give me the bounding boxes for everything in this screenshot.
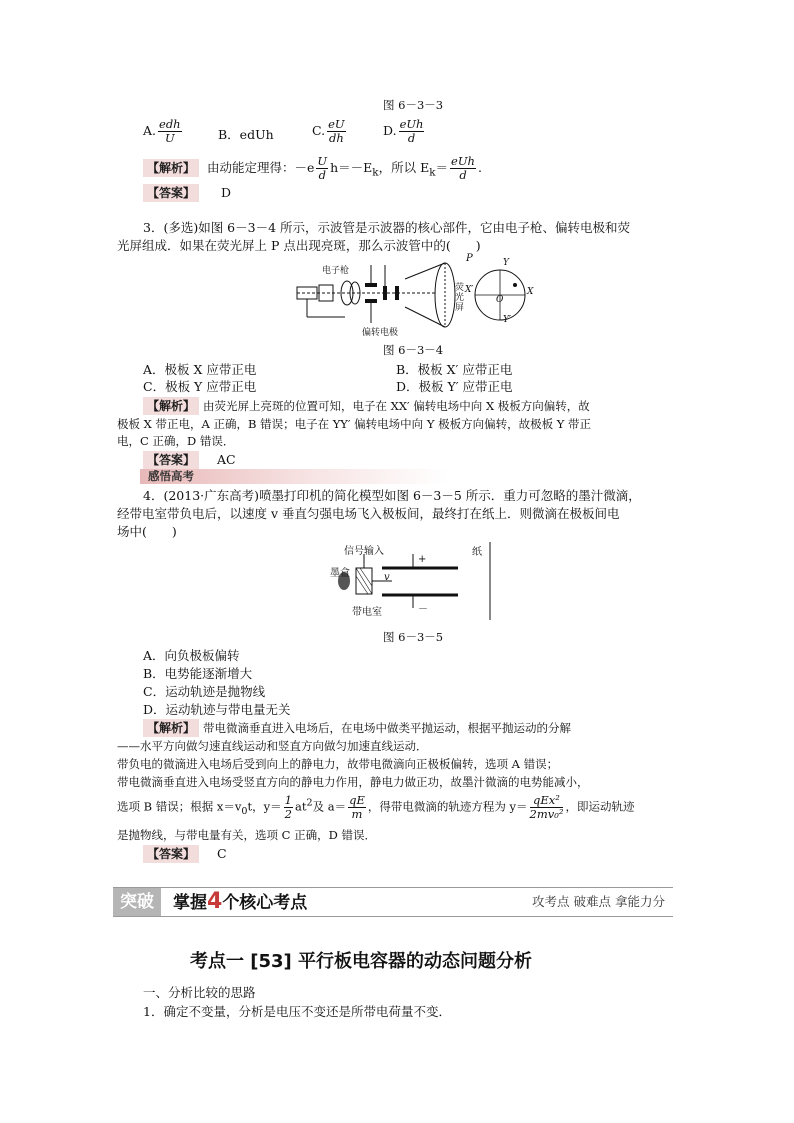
q2-option-d: D. $\frac{\text{eUh}}{d}$: [383, 117, 424, 145]
fig-label-v: v: [384, 572, 390, 583]
fig-label-plus: +: [418, 554, 427, 565]
q3-analysis-line2: 极板 X 带正电，A 正确，B 错误；电子在 YY′ 偏转电场中向 Y 极板方向偏转，故极板 Y 带正: [117, 417, 591, 431]
q2-answer: 【答案】 D: [143, 184, 231, 202]
q4-analysis-line5: 选项 B 错误；根据 $x=v_0t$，y＝ $\frac{1}{2}$ $at^2$及 a＝ $\frac{qE}{m}$ ，得带电微滴的轨迹方程为 y＝ $\frac{\text{qEx²}}{\text{2mv₀²}}$ ，即运动轨迹: [117, 793, 635, 821]
fig-label-y: Y: [503, 258, 509, 268]
q3-stem-line2: 光屏组成．如果在荧光屏上 P 点出现亮斑，那么示波管中的( ): [117, 238, 481, 253]
q3-option-c: C．极板 Y 应带正电: [143, 379, 257, 394]
fig-label-x: X: [527, 287, 534, 297]
q4-option-d: D．运动轨迹与带电量无关: [143, 702, 291, 717]
q2-option-a: A. $\frac{\text{edh}}{U}$: [143, 117, 181, 145]
q4-option-a: A．向负极板偏转: [143, 648, 240, 663]
fig-label-signal: 信号输入: [344, 546, 384, 557]
q4-stem-line1: 4．(2013·广东高考)喷墨打印机的简化模型如图 6－3－5 所示．重力可忽略的墨汁微滴，: [143, 488, 641, 503]
fig-label-deflect: 偏转电极: [362, 328, 399, 338]
section-tag-ganwu: 感悟高考: [140, 469, 448, 484]
fig-label-xprime: X′: [465, 285, 474, 295]
figure-caption-6-3-4: 图 6－3－4: [383, 343, 444, 357]
q4-analysis-line3: 带负电的微滴进入电场后受到向上的静电力，故带电微滴向正极板偏转，选项 A 错误；: [117, 757, 559, 771]
q2-option-c: C. $\frac{eU}{dh}$: [312, 117, 345, 145]
q3-analysis-line3: 电，C 正确，D 错误．: [117, 434, 235, 448]
fig-label-minus: －: [418, 604, 428, 615]
section-title: 考点一 [53] 平行板电容器的动态问题分析: [190, 951, 533, 972]
section-subheading: 一、分析比较的思路: [143, 985, 256, 1000]
q4-stem-line2: 经带电室带负电后，以速度 v 垂直匀强电场飞入极板间，最终打在纸上．则微滴在极板间电: [117, 506, 620, 521]
fig-label-chamber: 带电室: [352, 607, 382, 618]
q4-analysis-line6: 是抛物线，与带电量有关，选项 C 正确，D 错误．: [117, 828, 376, 842]
section-item-1: 1．确定不变量，分析是电压不变还是所带电荷量不变．: [143, 1004, 451, 1019]
fig-label-screen: 荧光屏: [455, 283, 465, 313]
q3-option-a: A．极板 X 应带正电: [143, 362, 257, 377]
q4-stem-line3: 场中( ): [117, 524, 177, 539]
banner-title: 掌握4个核心考点: [173, 889, 308, 914]
analysis-tag: 【解析】: [143, 159, 199, 177]
q3-option-d: D．极板 Y′ 应带正电: [396, 379, 513, 394]
core-points-banner: [113, 887, 673, 917]
q4-analysis-line2: ——水平方向做匀速直线运动和竖直方向做匀加速直线运动．: [117, 739, 428, 753]
q3-stem-line1: 3．(多选)如图 6－3－4 所示，示波管是示波器的核心部件，它由电子枪、偏转电极和荧: [143, 220, 631, 235]
fig-label-gun: 电子枪: [322, 266, 350, 276]
answer-tag: 【答案】: [143, 184, 199, 202]
q3-option-b: B．极板 X′ 应带正电: [396, 362, 513, 377]
q2-option-b: B．edUh: [218, 127, 274, 142]
q3-analysis-line1: 【解析】 由荧光屏上亮斑的位置可知，电子在 XX′ 偏转电场中向 X 极板方向偏转，故: [143, 397, 590, 415]
fig-label-p: P: [466, 253, 473, 264]
q4-analysis-line4: 带电微滴垂直进入电场受竖直方向的静电力作用，静电力做正功，故墨汁微滴的电势能减小，: [117, 775, 589, 789]
fig-label-yprime: Y′: [503, 315, 511, 325]
fig-label-inkbox: 墨盒: [330, 568, 350, 579]
figure-caption-6-3-5: 图 6－3－5: [383, 630, 444, 644]
banner-tag: 突破: [113, 888, 161, 916]
figure-caption-6-3-3: 图 6－3－3: [383, 98, 444, 112]
fig-label-o: O: [496, 295, 504, 305]
q4-option-c: C．运动轨迹是抛物线: [143, 684, 266, 699]
q4-analysis-line1: 【解析】 带电微滴垂直进入电场后，在电场中做类平抛运动，根据平抛运动的分解: [143, 719, 571, 737]
q4-option-b: B．电势能逐渐增大: [143, 666, 253, 681]
q3-answer: 【答案】 AC: [143, 451, 236, 469]
q2-analysis: 【解析】 由动能定理得：－e $\frac{U}{d}$ $h=-E_k$，所以 $E_k=$ $\frac{\text{eUh}}{d}$ .: [143, 155, 482, 182]
banner-slogan: 攻考点 破难点 拿能力分: [532, 894, 665, 909]
q4-answer: 【答案】 C: [143, 845, 227, 863]
fig-label-paper: 纸: [472, 547, 482, 558]
